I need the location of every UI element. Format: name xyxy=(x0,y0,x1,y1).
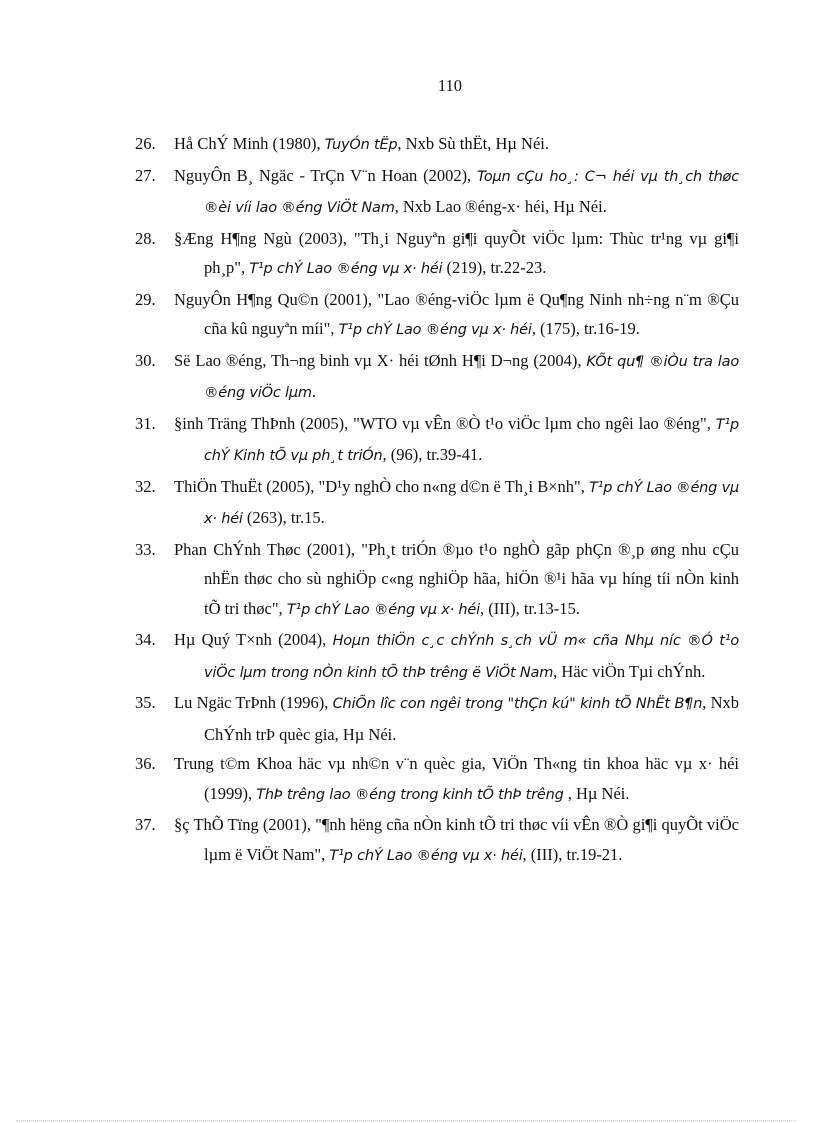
reference-title: ThÞ trêng lao ®éng trong kinh tÕ thÞ trêng xyxy=(256,786,564,803)
reference-number: 33. xyxy=(135,539,156,559)
reference-author-title: §Æng H¶ng Ngù (2003), "Th¸i Nguyªn gi¶i quyÕt viÖc lµm: Thùc tr¹ng vµ gi¶i ph¸p", xyxy=(174,228,739,277)
reference-author-title: §inh Träng ThÞnh (2005), "WTO vµ vÊn ®Ò t¹o viÖc lµm cho ngêi lao ®éng", xyxy=(174,413,716,433)
reference-author-year: Hå ChÝ Minh (1980), xyxy=(174,134,325,153)
reference-author-title: ThiÖn ThuËt (2005), "D¹y nghÒ cho n«ng d©n ë Th¸i B×nh", xyxy=(174,476,589,496)
reference-number: 27. xyxy=(135,165,156,185)
reference-item xyxy=(135,285,739,346)
reference-publisher: , Nxb Sù thËt, Hµ Néi. xyxy=(397,134,550,153)
reference-number: 35. xyxy=(135,693,156,712)
reference-author-title: Phan ChÝnh Thøc (2001), "Ph¸t triÓn ®µo t¹o nghÒ gãp phÇn ®¸p øng nhu cÇu nhËn thøc cho sù nghiÖp c«ng nghiÖp hãa, hiÖn ®¹i hãa vµ híng tíi nÒn kinh tÕ tri thøc", xyxy=(174,539,739,618)
reference-item xyxy=(135,346,739,409)
reference-pages: , (175), tr.16-19. xyxy=(531,319,640,338)
reference-number: 26. xyxy=(135,134,156,153)
reference-author-year: Hµ Quý T×nh (2004), xyxy=(174,630,333,649)
reference-publisher: , Häc viÖn Tµi chÝnh. xyxy=(553,661,706,681)
reference-author-year: Lu Ngäc TrÞnh (1996), xyxy=(174,693,333,712)
reference-number: 37. xyxy=(135,815,156,834)
reference-number: 31. xyxy=(135,413,156,433)
reference-author-year: NguyÔn B¸ Ngäc - TrÇn V¨n Hoan (2002), xyxy=(174,165,477,185)
reference-journal: T¹p chÝ Lao ®éng vµ x· héi xyxy=(204,479,739,527)
reference-list xyxy=(135,129,739,871)
reference-journal: T¹p chÝ Lao ®éng vµ x· héi xyxy=(338,322,532,338)
reference-pages: (219), tr.22-23. xyxy=(442,258,547,277)
reference-item xyxy=(135,224,739,285)
reference-publisher: , Hµ Néi. xyxy=(563,783,630,803)
reference-author-title: NguyÔn H¶ng Qu©n (2001), "Lao ®éng-viÖc lµm ë Qu¶ng Ninh nh÷ng n¨m ®Çu cña kû nguyªn míi", xyxy=(174,289,739,338)
reference-item xyxy=(135,409,739,472)
reference-item xyxy=(135,535,739,626)
reference-publisher: , Nxb ChÝnh trÞ quèc gia, Hµ Néi. xyxy=(204,693,740,744)
reference-journal: T¹p chÝ Lao ®éng vµ x· héi xyxy=(249,261,443,277)
reference-journal: T¹p chÝ Lao ®éng vµ x· héi xyxy=(286,601,480,618)
reference-item xyxy=(135,625,739,688)
reference-author-year: Së Lao ®éng, Th¬ng binh vµ X· héi tØnh H¶i D¬ng (2004), xyxy=(174,350,587,370)
reference-number: 29. xyxy=(135,289,156,309)
reference-journal: T¹p chÝ Kinh tÕ vµ ph¸t triÓn xyxy=(204,416,739,464)
reference-title: KÕt qu¶ ®iÒu tra lao ®éng viÖc lµm xyxy=(204,353,739,401)
reference-title: Toµn cÇu ho¸: C¬ héi vµ th¸ch thøc ®èi víi lao ®éng ViÖt Nam xyxy=(204,168,740,216)
reference-title: ChiÕn lîc con ngêi trong "thÇn kú" kinh tÕ NhËt B¶n xyxy=(332,696,703,712)
reference-number: 30. xyxy=(135,350,156,370)
reference-publisher: , Nxb Lao ®éng-x· héi, Hµ Néi. xyxy=(394,197,607,216)
reference-item xyxy=(135,161,739,224)
page-number: 110 xyxy=(437,76,463,95)
reference-pages: , (III), tr.19-21. xyxy=(522,844,623,864)
reference-author-title: §ç ThÕ Tïng (2001), "¶nh hëng cña nÒn kinh tÕ tri thøc víi vÊn ®Ò gi¶i quyÕt viÖc lµm ë ViÖt Nam", xyxy=(174,815,739,864)
reference-pages: (263), tr.15. xyxy=(242,508,325,527)
reference-item xyxy=(135,129,739,161)
reference-item xyxy=(135,810,739,871)
reference-pages: , (III), tr.13-15. xyxy=(479,598,580,618)
reference-item xyxy=(135,688,739,749)
reference-pages: , (96), tr.39-41. xyxy=(382,445,483,464)
reference-journal: T¹p chÝ Lao ®éng vµ x· héi xyxy=(329,847,523,864)
reference-end: . xyxy=(311,382,316,401)
reference-item xyxy=(135,749,739,810)
reference-number: 32. xyxy=(135,476,156,496)
reference-author-year: Trung t©m Khoa häc vµ nh©n v¨n quèc gia, ViÖn Th«ng tin khoa häc vµ x· héi (1999), xyxy=(174,754,739,803)
reference-title: TuyÓn tËp xyxy=(324,137,398,153)
reference-number: 36. xyxy=(135,754,156,773)
page-bottom-dotted-rule xyxy=(16,1120,796,1121)
reference-number: 28. xyxy=(135,228,156,248)
reference-number: 34. xyxy=(135,630,156,649)
reference-item xyxy=(135,472,739,535)
reference-title: Hoµn thiÖn c¸c chÝnh s¸ch vÜ m« cña Nhµ níc ®Ó t¹o viÖc lµm trong nÒn kinh tÕ thÞ trêng ë ViÖt Nam xyxy=(204,633,739,681)
